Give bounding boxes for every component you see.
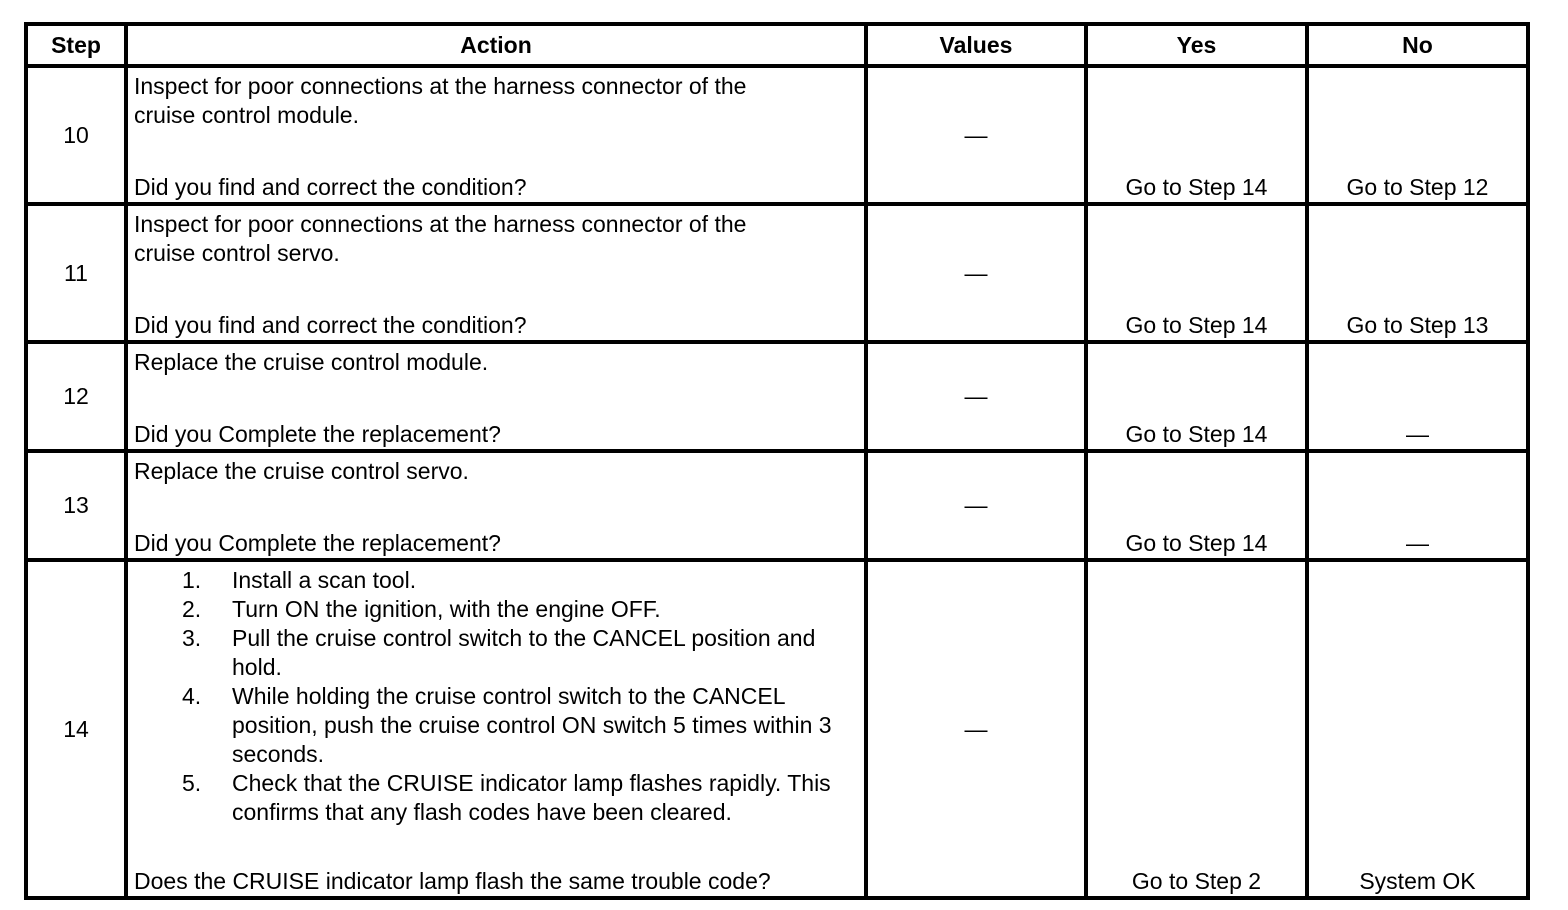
header-yes: Yes [1086, 24, 1307, 66]
header-action: Action [126, 24, 866, 66]
procedure-step: While holding the cruise control switch to the CANCEL position, push the cruise control ON switch 5 times within 3 seconds. [232, 683, 832, 767]
yes-cell: Go to Step 14 [1086, 451, 1307, 560]
yes-cell: Go to Step 2 [1086, 560, 1307, 898]
action-question: Did you Complete the replacement? [134, 530, 501, 556]
no-cell: — [1307, 451, 1528, 560]
procedure-step: Turn ON the ignition, with the engine OFF. [232, 596, 661, 622]
action-question: Does the CRUISE indicator lamp flash the same trouble code? [134, 868, 771, 894]
action-text: cruise control module. [134, 102, 359, 128]
action-question: Did you find and correct the condition? [134, 174, 527, 200]
values-cell: — [866, 560, 1086, 898]
values-cell: — [866, 66, 1086, 204]
action-cell [126, 204, 866, 342]
table-row [26, 342, 1528, 451]
header-row [26, 24, 1528, 66]
action-cell [126, 66, 866, 204]
yes-cell: Go to Step 14 [1086, 66, 1307, 204]
header-values: Values [866, 24, 1086, 66]
action-text: Inspect for poor connections at the harness connector of the [134, 73, 747, 99]
procedure-step: Install a scan tool. [232, 567, 417, 593]
table-row [26, 451, 1528, 560]
action-text: Replace the cruise control module. [134, 349, 489, 375]
yes-cell: Go to Step 14 [1086, 342, 1307, 451]
step-number: 13 [26, 451, 126, 560]
no-cell: Go to Step 12 [1307, 66, 1528, 204]
yes-cell: Go to Step 14 [1086, 204, 1307, 342]
procedure-step: Check that the CRUISE indicator lamp flashes rapidly. This confirms that any flash codes have been cleared. [232, 770, 831, 825]
procedure-step: Pull the cruise control switch to the CANCEL position and hold. [232, 625, 816, 680]
action-question: Did you Complete the replacement? [134, 421, 501, 447]
no-cell: — [1307, 342, 1528, 451]
procedure-list [134, 566, 856, 827]
header-no: No [1307, 24, 1528, 66]
step-number: 12 [26, 342, 126, 451]
step-number: 14 [26, 560, 126, 898]
action-text: Replace the cruise control servo. [134, 458, 469, 484]
action-cell [126, 342, 866, 451]
table-row [26, 204, 1528, 342]
table-row [26, 560, 1528, 898]
no-cell: Go to Step 13 [1307, 204, 1528, 342]
diagnostic-table [24, 22, 1530, 900]
values-cell: — [866, 204, 1086, 342]
header-step: Step [26, 24, 126, 66]
table-row [26, 66, 1528, 204]
action-text: cruise control servo. [134, 240, 340, 266]
no-cell: System OK [1307, 560, 1528, 898]
step-number: 11 [26, 204, 126, 342]
action-cell [126, 560, 866, 898]
step-number: 10 [26, 66, 126, 204]
action-cell [126, 451, 866, 560]
action-question: Did you find and correct the condition? [134, 312, 527, 338]
values-cell: — [866, 342, 1086, 451]
action-text: Inspect for poor connections at the harness connector of the [134, 211, 747, 237]
values-cell: — [866, 451, 1086, 560]
